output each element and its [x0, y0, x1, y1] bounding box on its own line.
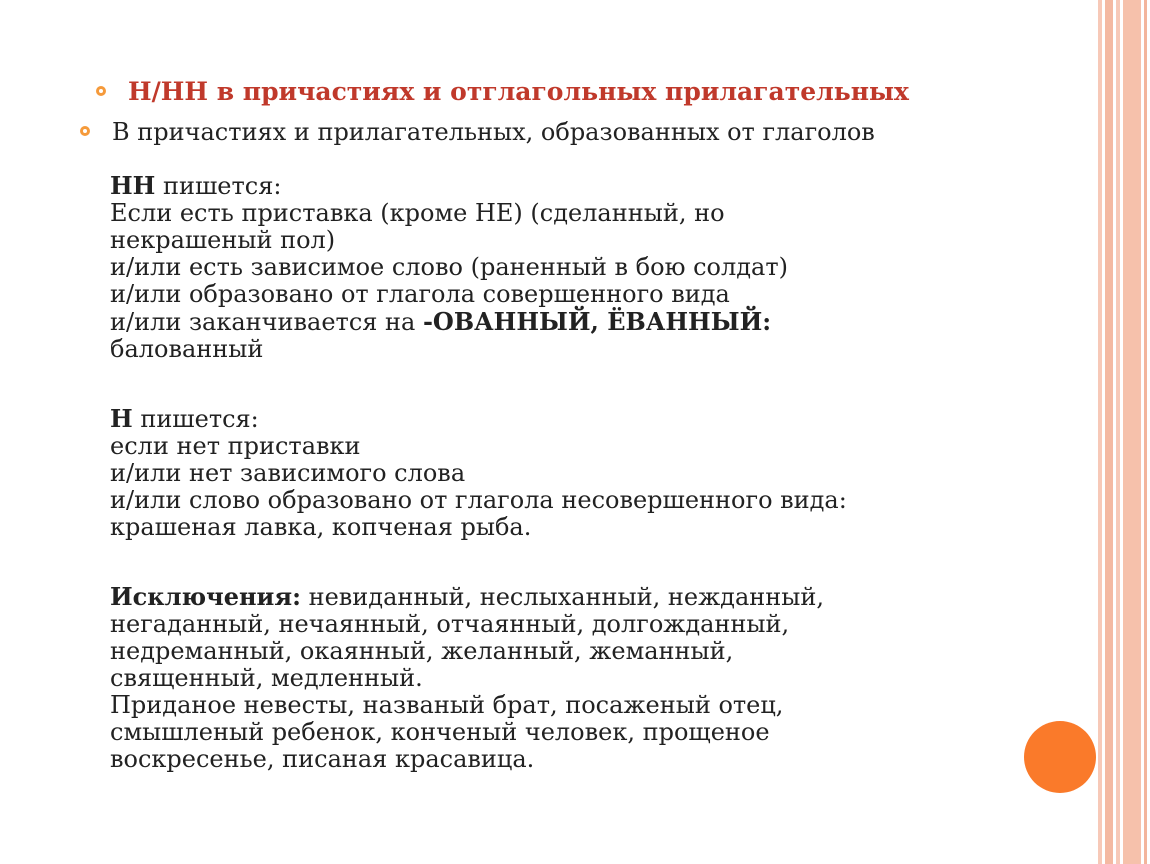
slide-heading-row	[96, 76, 909, 108]
rule-line: крашеная лавка, копченая рыба.	[110, 513, 532, 541]
nn-label: НН	[110, 171, 156, 200]
decorative-stripes	[1098, 0, 1150, 864]
intro-text: В причастиях и прилагательных, образованных от глаголов	[112, 118, 875, 146]
exceptions-first-line: невиданный, неслыханный, нежданный,	[300, 583, 824, 611]
exceptions-line: смышленый ребенок, конченый человек, прощеное	[110, 718, 770, 746]
n-rule-heading	[110, 405, 847, 433]
exceptions-line: священный, медленный.	[110, 664, 423, 692]
decorative-circle	[1024, 721, 1096, 793]
exceptions-line: Приданое невесты, названый брат, посаженый отец,	[110, 691, 784, 719]
rule-line: если нет приставки	[110, 432, 361, 460]
decorative-stripe	[1105, 0, 1113, 864]
rule-line: Если есть приставка (кроме НЕ) (сделанный, но	[110, 199, 725, 227]
suffix-bold: -ОВАННЫЙ, ЁВАННЫЙ:	[422, 307, 772, 336]
rule-line: и/или есть зависимое слово (раненный в бою солдат)	[110, 253, 788, 281]
bullet-icon	[96, 86, 106, 96]
rule-line: и/или слово образовано от глагола несовершенного вида:	[110, 486, 847, 514]
suffix-prefix: и/или заканчивается на	[110, 308, 423, 336]
n-rule-block	[110, 405, 847, 541]
rule-line: и/или образовано от глагола совершенного вида	[110, 280, 730, 308]
rule-example: балованный	[110, 335, 264, 363]
decorative-stripe	[1116, 0, 1120, 864]
decorative-stripe	[1098, 0, 1102, 864]
exceptions-heading	[110, 583, 824, 611]
nn-rule-block	[110, 172, 788, 363]
exceptions-line: недреманный, окаянный, желанный, жеманный,	[110, 637, 734, 665]
decorative-stripe	[1123, 0, 1141, 864]
slide-title: Н/НН в причастиях и отглагольных прилагательных	[128, 77, 909, 106]
exceptions-block	[110, 583, 824, 773]
rule-line: и/или нет зависимого слова	[110, 459, 466, 487]
exceptions-line: негаданный, нечаянный, отчаянный, долгожданный,	[110, 610, 790, 638]
n-label: Н	[110, 404, 133, 433]
intro-row	[80, 116, 875, 148]
exceptions-label: Исключения:	[110, 582, 301, 611]
decorative-stripe	[1144, 0, 1147, 864]
nn-rule-heading	[110, 172, 788, 200]
nn-label-rest: пишется:	[155, 172, 282, 200]
suffix-rule-line	[110, 308, 788, 336]
rule-line: некрашеный пол)	[110, 226, 336, 254]
exceptions-line: воскресенье, писаная красавица.	[110, 745, 535, 773]
n-label-rest: пишется:	[132, 405, 259, 433]
bullet-icon	[80, 126, 90, 136]
